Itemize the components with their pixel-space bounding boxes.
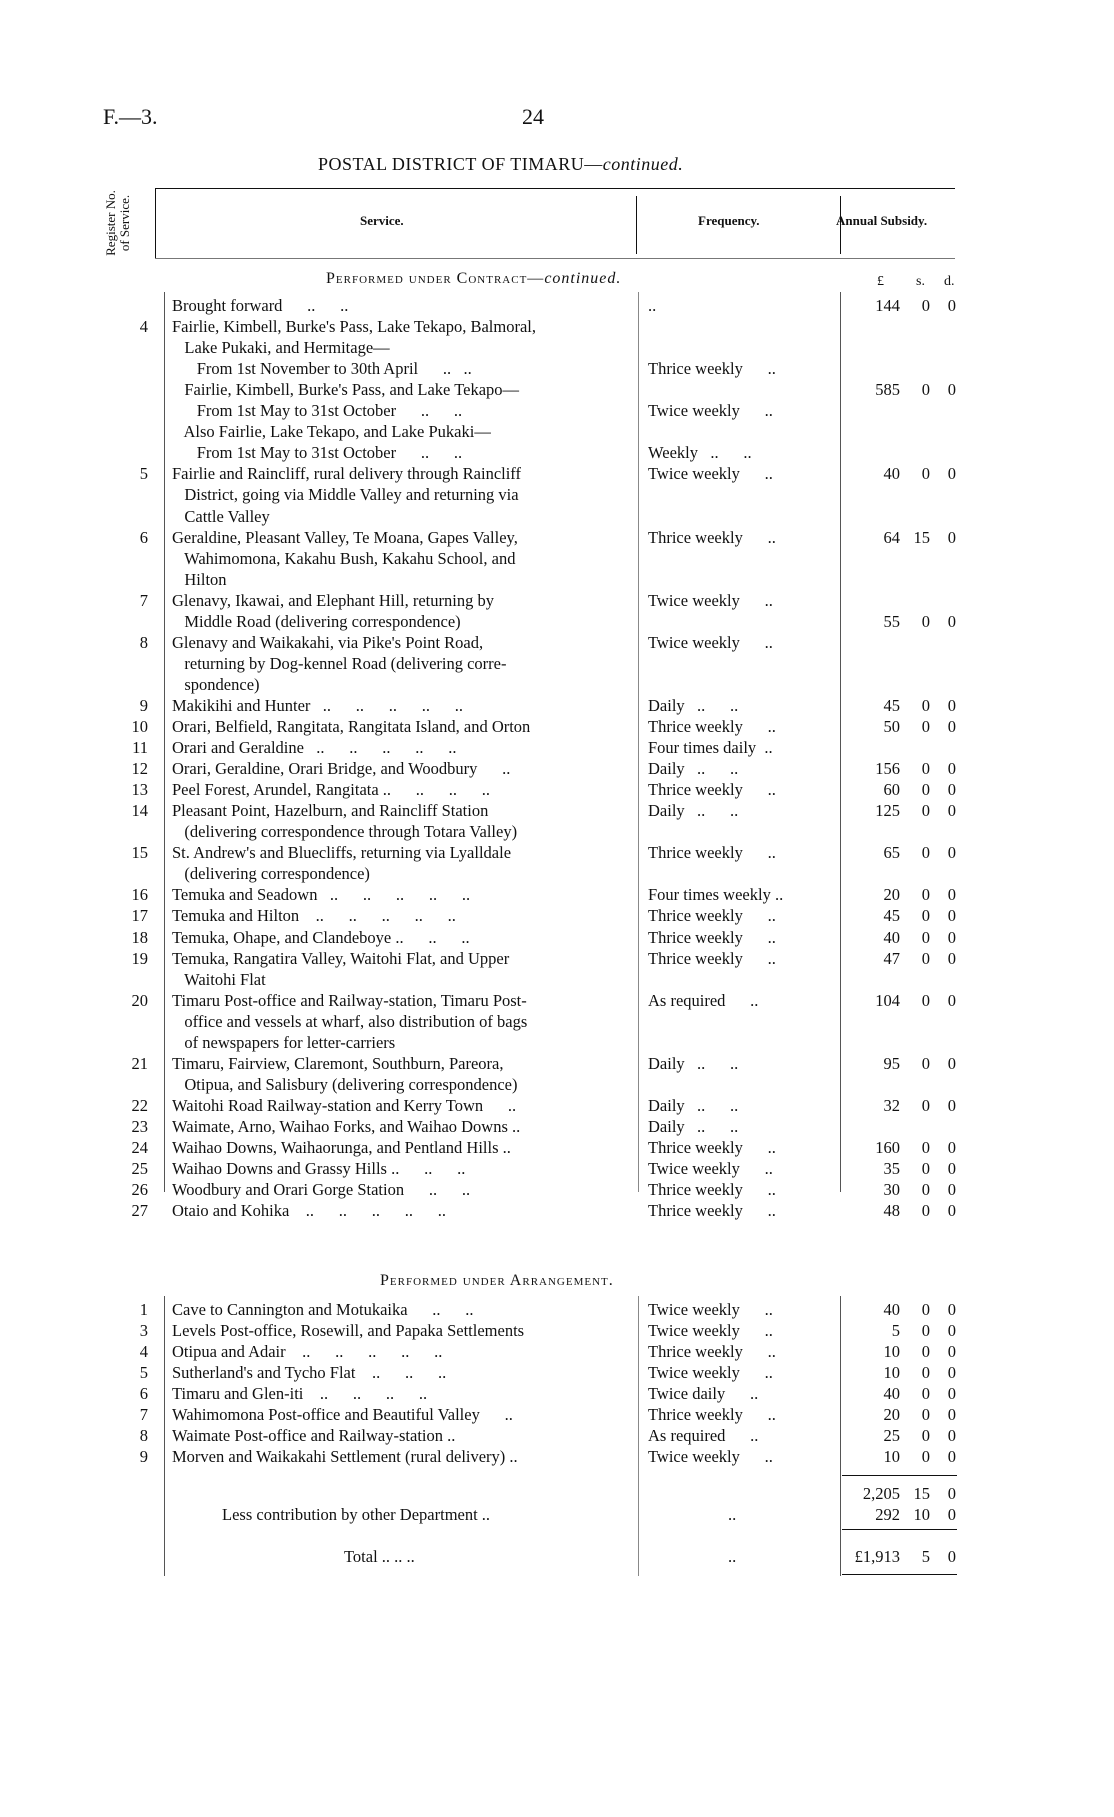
subsidy-shillings: 0 xyxy=(921,1095,930,1115)
subsidy-pence: 0 xyxy=(947,1321,956,1341)
register-number: 5 xyxy=(139,464,148,484)
document-reference: F.—3. xyxy=(103,104,158,129)
subsidy-shillings: 0 xyxy=(921,1321,930,1341)
subsidy-shillings: 0 xyxy=(921,801,930,821)
service-text: spondence) xyxy=(172,674,260,694)
service-text: Geraldine, Pleasant Valley, Te Moana, Gapes Valley, xyxy=(172,527,518,547)
subsidy-pence: 0 xyxy=(947,1342,956,1362)
subsidy-pounds: 10 xyxy=(883,1363,900,1383)
table-row xyxy=(0,591,1114,611)
frequency-text: Daily .. .. xyxy=(648,1053,739,1073)
frequency-text: Twice weekly .. xyxy=(648,590,773,610)
subsidy-shillings: 0 xyxy=(921,296,930,315)
frequency-text: Thrice weekly .. xyxy=(648,1138,776,1157)
frequency-text: Thrice weekly .. xyxy=(648,1405,776,1425)
table-row xyxy=(0,928,1114,948)
register-number: 18 xyxy=(131,927,148,947)
register-number: 11 xyxy=(132,738,148,758)
table-row xyxy=(0,991,1114,1011)
frequency-text: Daily .. .. xyxy=(648,1095,739,1115)
subsidy-pounds: 32 xyxy=(883,1095,900,1115)
arrangement-section-title: Performed under Arrangement. xyxy=(380,1272,614,1289)
subsidy-shillings: 0 xyxy=(921,464,930,484)
service-text: Temuka, Ohape, and Clandeboye .. .. .. xyxy=(172,927,470,947)
service-text: Wahimomona Post-office and Beautiful Valley .. xyxy=(172,1405,513,1425)
subsidy-pence: 0 xyxy=(947,948,956,968)
frequency-text: Thrice weekly .. xyxy=(648,948,776,968)
service-text: Makikihi and Hunter .. .. .. .. .. xyxy=(172,695,464,715)
table-row xyxy=(0,1363,1114,1383)
column-header-service: Service. xyxy=(360,213,404,228)
subsidy-shillings: 0 xyxy=(921,1447,930,1467)
frequency-text: Twice weekly .. xyxy=(648,1300,773,1319)
subsidy-pounds: 40 xyxy=(883,1300,900,1319)
register-number: 9 xyxy=(139,695,148,715)
subtotal-pence: 0 xyxy=(947,1484,956,1503)
service-text: Woodbury and Orari Gorge Station .. .. xyxy=(172,1180,471,1200)
subsidy-pence: 0 xyxy=(947,717,956,736)
subsidy-pence: 0 xyxy=(947,527,956,547)
table-row xyxy=(0,675,1114,695)
service-text: Glenavy, Ikawai, and Elephant Hill, returning by xyxy=(172,590,494,610)
service-text: Temuka and Seadown .. .. .. .. .. xyxy=(172,885,471,905)
subsidy-pounds: 35 xyxy=(883,1159,900,1179)
subsidy-shillings: 0 xyxy=(921,990,930,1010)
service-text: Orari, Geraldine, Orari Bridge, and Woodbury .. xyxy=(172,759,511,779)
register-number: 5 xyxy=(139,1363,148,1383)
service-text: Waimate Post-office and Railway-station .. xyxy=(172,1426,456,1446)
register-number: 27 xyxy=(131,1201,148,1221)
subsidy-pounds: 60 xyxy=(883,780,900,800)
service-text: Orari and Geraldine .. .. .. .. .. xyxy=(172,738,457,758)
frequency-text: .. xyxy=(648,296,657,315)
register-number: 8 xyxy=(139,1426,148,1446)
subsidy-pounds: 10 xyxy=(883,1342,900,1362)
register-number: 3 xyxy=(139,1321,148,1341)
subsidy-pounds: 40 xyxy=(883,1384,900,1404)
register-number: 4 xyxy=(139,1342,148,1362)
register-number: 12 xyxy=(131,759,148,779)
subsidy-pounds: 5 xyxy=(891,1321,900,1341)
table-row xyxy=(0,864,1114,884)
subsidy-pounds: 160 xyxy=(875,1138,900,1157)
total-shillings: 5 xyxy=(921,1547,930,1566)
table-row xyxy=(0,570,1114,590)
service-text: Middle Road (delivering correspondence) xyxy=(172,611,461,631)
subsidy-pence: 0 xyxy=(947,990,956,1010)
table-row xyxy=(0,822,1114,842)
subsidy-pence: 0 xyxy=(947,780,956,800)
subsidy-pence: 0 xyxy=(947,380,956,400)
subsidy-shillings: 0 xyxy=(921,1053,930,1073)
subsidy-shillings: 0 xyxy=(921,717,930,736)
total-row xyxy=(0,1547,1114,1567)
subsidy-pounds: 47 xyxy=(883,948,900,968)
less-pence: 0 xyxy=(947,1505,956,1524)
table-row xyxy=(0,906,1114,926)
subsidy-pounds: 104 xyxy=(875,990,900,1010)
service-text: Timaru and Glen-iti .. .. .. .. xyxy=(172,1384,428,1404)
service-text: Timaru Post-office and Railway-station, Timaru Post- xyxy=(172,990,527,1010)
total-frequency: .. xyxy=(728,1547,737,1566)
subsidy-pounds: 65 xyxy=(883,843,900,863)
subsidy-pence: 0 xyxy=(947,695,956,715)
register-number: 7 xyxy=(139,590,148,610)
table-row xyxy=(0,780,1114,800)
currency-pounds: £ xyxy=(877,274,884,289)
total-rule-bottom xyxy=(842,1574,957,1575)
subsidy-pence: 0 xyxy=(947,1300,956,1319)
table-row xyxy=(0,1033,1114,1053)
total-pence: 0 xyxy=(947,1547,956,1566)
subsidy-pence: 0 xyxy=(947,1159,956,1179)
table-row xyxy=(0,696,1114,716)
subsidy-pence: 0 xyxy=(947,611,956,631)
subsidy-pence: 0 xyxy=(947,801,956,821)
service-text: of newspapers for letter-carriers xyxy=(172,1032,396,1052)
less-label: Less contribution by other Department .. xyxy=(222,1505,491,1524)
table-row xyxy=(0,464,1114,484)
subsidy-pounds: 55 xyxy=(883,611,900,631)
page-number: 24 xyxy=(522,104,544,129)
table-row xyxy=(0,380,1114,400)
service-text: Waitohi Flat xyxy=(172,969,266,989)
table-row xyxy=(0,1384,1114,1404)
service-text: Temuka, Rangatira Valley, Waitohi Flat, and Upper xyxy=(172,948,510,968)
subsidy-shillings: 0 xyxy=(921,1363,930,1383)
table-row xyxy=(0,422,1114,442)
page-title xyxy=(318,154,683,175)
frequency-text: Daily .. .. xyxy=(648,1116,739,1136)
frequency-text: Twice weekly .. xyxy=(648,1159,773,1179)
subsidy-pence: 0 xyxy=(947,1426,956,1446)
subsidy-pounds: 45 xyxy=(883,695,900,715)
subsidy-shillings: 0 xyxy=(921,695,930,715)
service-text: Hilton xyxy=(172,569,227,589)
table-row xyxy=(0,738,1114,758)
table-row xyxy=(0,1138,1114,1158)
subsidy-pounds: 20 xyxy=(883,1405,900,1425)
service-text: Glenavy and Waikakahi, via Pike's Point Road, xyxy=(172,632,484,652)
register-number: 20 xyxy=(131,990,148,1010)
frequency-text: Twice weekly .. xyxy=(648,1321,773,1341)
title-main: POSTAL DISTRICT OF TIMARU— xyxy=(318,154,603,174)
service-text: Waihao Downs and Grassy Hills .. .. .. xyxy=(172,1159,466,1179)
subsidy-pence: 0 xyxy=(947,296,956,315)
table-row xyxy=(0,759,1114,779)
currency-shillings: s. xyxy=(916,274,925,289)
frequency-text: Thrice weekly .. xyxy=(648,717,776,736)
table-row xyxy=(0,359,1114,379)
subsidy-pounds: 125 xyxy=(875,801,900,821)
table-row xyxy=(0,949,1114,969)
frequency-text: Twice weekly .. xyxy=(648,464,773,484)
register-number: 17 xyxy=(131,906,148,926)
register-number: 23 xyxy=(131,1116,148,1136)
subsidy-shillings: 0 xyxy=(921,380,930,400)
service-text: District, going via Middle Valley and returning via xyxy=(172,485,519,505)
service-text: Cave to Cannington and Motukaika .. .. xyxy=(172,1300,474,1319)
frequency-text: Thrice weekly .. xyxy=(648,843,776,863)
subtotal-rule xyxy=(842,1475,957,1476)
service-text: Temuka and Hilton .. .. .. .. .. xyxy=(172,906,456,926)
subsidy-shillings: 0 xyxy=(921,948,930,968)
header-rule-bottom xyxy=(155,258,955,259)
table-row xyxy=(0,549,1114,569)
subsidy-pounds: 585 xyxy=(875,380,900,400)
register-number: 22 xyxy=(131,1095,148,1115)
register-number: 13 xyxy=(131,780,148,800)
service-text: Peel Forest, Arundel, Rangitata .. .. .. .. xyxy=(172,780,491,800)
subsidy-shillings: 0 xyxy=(921,906,930,926)
table-row xyxy=(0,1159,1114,1179)
service-text: Fairlie, Kimbell, Burke's Pass, Lake Tekapo, Balmoral, xyxy=(172,317,536,337)
service-text: Morven and Waikakahi Settlement (rural delivery) .. xyxy=(172,1447,518,1467)
service-text: Also Fairlie, Lake Tekapo, and Lake Pukaki— xyxy=(172,422,491,442)
frequency-text: Thrice weekly .. xyxy=(648,906,776,926)
service-text: From 1st November to 30th April .. .. xyxy=(172,359,472,379)
service-text: From 1st May to 31st October .. .. xyxy=(172,443,463,463)
header-rule-top xyxy=(155,188,955,189)
frequency-text: As required .. xyxy=(648,990,759,1010)
subsidy-shillings: 0 xyxy=(921,1384,930,1404)
frequency-text: Daily .. .. xyxy=(648,759,739,779)
subtotal-shillings: 15 xyxy=(913,1484,930,1503)
table-row xyxy=(0,1075,1114,1095)
service-text: Fairlie, Kimbell, Burke's Pass, and Lake Tekapo— xyxy=(172,380,520,400)
service-text: Sutherland's and Tycho Flat .. .. .. xyxy=(172,1363,447,1383)
service-text: Brought forward .. .. xyxy=(172,296,349,315)
subsidy-shillings: 0 xyxy=(921,1180,930,1200)
table-row xyxy=(0,1054,1114,1074)
service-text: Waimate, Arno, Waihao Forks, and Waihao Downs .. xyxy=(172,1116,521,1136)
service-text: Lake Pukaki, and Hermitage— xyxy=(172,338,390,358)
service-text: St. Andrew's and Bluecliffs, returning via Lyalldale xyxy=(172,843,512,863)
service-text: Levels Post-office, Rosewill, and Papaka Settlements xyxy=(172,1321,525,1341)
total-label: Total .. .. .. xyxy=(344,1547,415,1566)
register-number: 14 xyxy=(131,801,148,821)
subsidy-pounds: 45 xyxy=(883,906,900,926)
table-row xyxy=(0,885,1114,905)
frequency-text: Twice weekly .. xyxy=(648,1447,773,1467)
table-row xyxy=(0,507,1114,527)
subsidy-pounds: 40 xyxy=(883,927,900,947)
table-row xyxy=(0,717,1114,737)
table-row xyxy=(0,1342,1114,1362)
frequency-text: Daily .. .. xyxy=(648,801,739,821)
service-text: Timaru, Fairview, Claremont, Southburn, Pareora, xyxy=(172,1053,504,1073)
subsidy-shillings: 0 xyxy=(921,1405,930,1425)
table-row xyxy=(0,843,1114,863)
subsidy-pounds: 10 xyxy=(883,1447,900,1467)
register-number: 10 xyxy=(131,717,148,736)
column-header-subsidy: Annual Subsidy. xyxy=(836,213,928,228)
service-text: Wahimomona, Kakahu Bush, Kakahu School, and xyxy=(172,548,516,568)
subsidy-shillings: 15 xyxy=(913,527,930,547)
table-row xyxy=(0,443,1114,463)
subsidy-pence: 0 xyxy=(947,1405,956,1425)
register-number: 24 xyxy=(131,1138,148,1157)
subsidy-pounds: 48 xyxy=(883,1201,900,1221)
subsidy-pence: 0 xyxy=(947,1053,956,1073)
table-row xyxy=(0,1300,1114,1320)
table-row xyxy=(0,1096,1114,1116)
service-text: returning by Dog-kennel Road (delivering corre- xyxy=(172,653,507,673)
header-divider-2 xyxy=(636,196,637,254)
table-row xyxy=(0,654,1114,674)
register-number: 6 xyxy=(139,1384,148,1404)
service-text: Pleasant Point, Hazelburn, and Raincliff Station xyxy=(172,801,489,821)
register-number: 21 xyxy=(131,1053,148,1073)
table-row xyxy=(0,485,1114,505)
register-number: 25 xyxy=(131,1159,148,1179)
register-number: 16 xyxy=(131,885,148,905)
frequency-text: Twice weekly .. xyxy=(648,1363,773,1383)
table-row xyxy=(0,401,1114,421)
subsidy-shillings: 0 xyxy=(921,927,930,947)
less-frequency: .. xyxy=(728,1505,737,1524)
subsidy-pence: 0 xyxy=(947,1095,956,1115)
frequency-text: Weekly .. .. xyxy=(648,443,752,463)
service-text: (delivering correspondence) xyxy=(172,864,370,884)
less-pounds: 292 xyxy=(875,1505,900,1524)
subsidy-pence: 0 xyxy=(947,906,956,926)
table-row xyxy=(0,633,1114,653)
register-number: 26 xyxy=(131,1180,148,1200)
subsidy-pence: 0 xyxy=(947,759,956,779)
table-row xyxy=(0,296,1114,316)
subsidy-pounds: 156 xyxy=(875,759,900,779)
table-row xyxy=(0,528,1114,548)
frequency-text: Four times weekly .. xyxy=(648,885,784,905)
subsidy-pounds: 25 xyxy=(883,1426,900,1446)
subsidy-pence: 0 xyxy=(947,464,956,484)
table-row xyxy=(0,801,1114,821)
service-text: (delivering correspondence through Totara Valley) xyxy=(172,822,518,842)
header-divider-1 xyxy=(155,188,156,258)
frequency-text: Thrice weekly .. xyxy=(648,359,776,379)
table-row xyxy=(0,1201,1114,1221)
frequency-text: Thrice weekly .. xyxy=(648,527,776,547)
subsidy-pounds: 64 xyxy=(883,527,900,547)
subsidy-pounds: 20 xyxy=(883,885,900,905)
subtotal-row xyxy=(0,1484,1114,1504)
service-text: Cattle Valley xyxy=(172,506,270,526)
table-row xyxy=(0,338,1114,358)
subsidy-shillings: 0 xyxy=(921,780,930,800)
frequency-text: Thrice weekly .. xyxy=(648,780,776,800)
frequency-text: As required .. xyxy=(648,1426,759,1446)
register-number: 4 xyxy=(139,317,148,337)
subsidy-shillings: 0 xyxy=(921,1426,930,1446)
subsidy-pence: 0 xyxy=(947,1447,956,1467)
frequency-text: Twice weekly .. xyxy=(648,632,773,652)
table-row xyxy=(0,1117,1114,1137)
subsidy-shillings: 0 xyxy=(921,759,930,779)
service-text: Orari, Belfield, Rangitata, Rangitata Island, and Orton xyxy=(172,717,531,736)
register-number: 1 xyxy=(139,1300,148,1319)
subsidy-pence: 0 xyxy=(947,1201,956,1221)
column-header-frequency: Frequency. xyxy=(698,213,760,228)
table-row xyxy=(0,1447,1114,1467)
total-rule xyxy=(842,1529,957,1530)
service-text: From 1st May to 31st October .. .. xyxy=(172,401,463,421)
subsidy-shillings: 0 xyxy=(921,843,930,863)
subsidy-pounds: 30 xyxy=(883,1180,900,1200)
subsidy-pence: 0 xyxy=(947,885,956,905)
register-number: 9 xyxy=(139,1447,148,1467)
subsidy-shillings: 0 xyxy=(921,1201,930,1221)
less-row xyxy=(0,1505,1114,1525)
frequency-text: Thrice weekly .. xyxy=(648,927,776,947)
subsidy-pounds: 95 xyxy=(883,1053,900,1073)
table-row xyxy=(0,1012,1114,1032)
total-pounds: £1,913 xyxy=(854,1547,900,1566)
service-text: Waihao Downs, Waihaorunga, and Pentland Hills .. xyxy=(172,1138,511,1157)
table-row xyxy=(0,1321,1114,1341)
subsidy-pence: 0 xyxy=(947,843,956,863)
frequency-text: Twice daily .. xyxy=(648,1384,759,1404)
subsidy-shillings: 0 xyxy=(921,1159,930,1179)
subsidy-pounds: 50 xyxy=(883,717,900,736)
subsidy-pence: 0 xyxy=(947,1180,956,1200)
table-row xyxy=(0,970,1114,990)
column-header-register: Register No. of Service. xyxy=(103,190,132,256)
subsidy-pence: 0 xyxy=(947,927,956,947)
table-row xyxy=(0,1426,1114,1446)
subsidy-shillings: 0 xyxy=(921,1300,930,1319)
frequency-text: Four times daily .. xyxy=(648,738,773,758)
subsidy-shillings: 0 xyxy=(921,611,930,631)
table-row xyxy=(0,1180,1114,1200)
frequency-text: Twice weekly .. xyxy=(648,401,773,421)
service-text: Otipua and Adair .. .. .. .. .. xyxy=(172,1342,443,1362)
subsidy-pounds: 40 xyxy=(883,464,900,484)
register-number: 15 xyxy=(131,843,148,863)
title-continued: continued. xyxy=(602,154,684,174)
frequency-text: Thrice weekly .. xyxy=(648,1180,776,1200)
service-text: Waitohi Road Railway-station and Kerry Town .. xyxy=(172,1095,517,1115)
table-row xyxy=(0,317,1114,337)
subsidy-pence: 0 xyxy=(947,1363,956,1383)
frequency-text: Thrice weekly .. xyxy=(648,1201,776,1221)
table-row xyxy=(0,612,1114,632)
subsidy-shillings: 0 xyxy=(921,1342,930,1362)
subsidy-pounds: 144 xyxy=(875,296,900,315)
subsidy-pence: 0 xyxy=(947,1384,956,1404)
contract-section-title: Performed under Contract—continued. xyxy=(326,270,622,287)
less-shillings: 10 xyxy=(913,1505,930,1524)
frequency-text: Daily .. .. xyxy=(648,695,739,715)
service-text: Otaio and Kohika .. .. .. .. .. xyxy=(172,1201,447,1221)
service-text: Otipua, and Salisbury (delivering correspondence) xyxy=(172,1074,518,1094)
register-number: 6 xyxy=(139,527,148,547)
service-text: Fairlie and Raincliff, rural delivery through Raincliff xyxy=(172,464,521,484)
service-text: office and vessels at wharf, also distribution of bags xyxy=(172,1011,528,1031)
register-number: 19 xyxy=(131,948,148,968)
register-number: 8 xyxy=(139,632,148,652)
currency-pence: d. xyxy=(944,274,955,289)
subtotal-pounds: 2,205 xyxy=(862,1484,900,1503)
subsidy-pence: 0 xyxy=(947,1138,956,1157)
table-row xyxy=(0,1405,1114,1425)
subsidy-shillings: 0 xyxy=(921,885,930,905)
frequency-text: Thrice weekly .. xyxy=(648,1342,776,1362)
register-number: 7 xyxy=(139,1405,148,1425)
subsidy-shillings: 0 xyxy=(921,1138,930,1157)
